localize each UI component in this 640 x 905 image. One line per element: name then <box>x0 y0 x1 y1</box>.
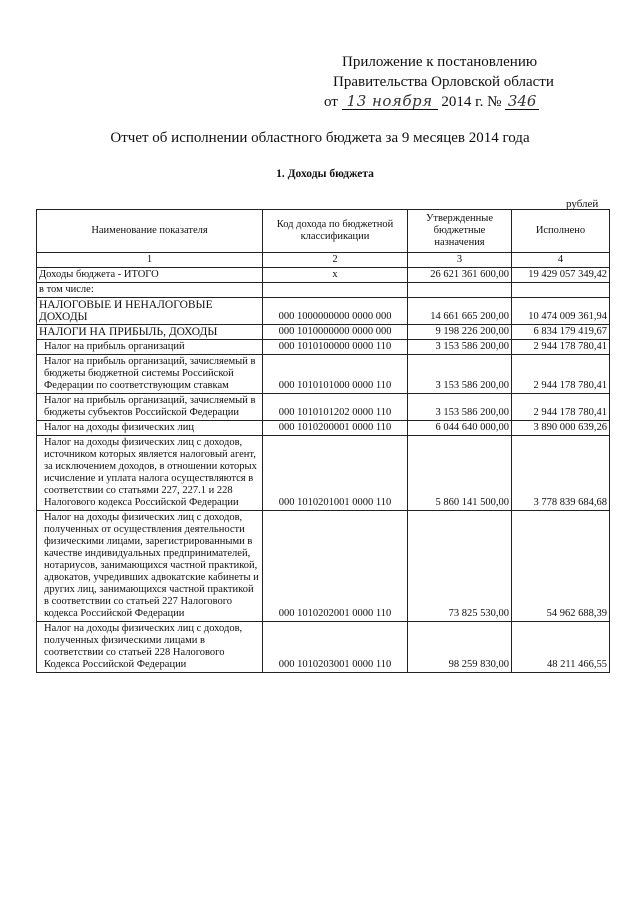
row-executed: 54 962 688,39 <box>512 511 610 622</box>
table-row <box>37 436 610 511</box>
header-line-1: Приложение к постановлению <box>342 54 538 70</box>
column-number: 4 <box>512 253 610 268</box>
row-executed <box>512 283 610 298</box>
row-name: в том числе: <box>37 283 263 298</box>
table-row <box>37 355 610 394</box>
row-code: 000 1010100000 0000 110 <box>263 340 408 355</box>
row-code: 000 1010101202 0000 110 <box>263 394 408 421</box>
row-executed: 6 834 179 419,67 <box>512 325 610 340</box>
row-code: 000 1010201001 0000 110 <box>263 436 408 511</box>
row-approved: 73 825 530,00 <box>408 511 512 622</box>
table-row <box>37 340 610 355</box>
table-row <box>37 394 610 421</box>
row-code: x <box>263 268 408 283</box>
row-code: 000 1010200001 0000 110 <box>263 421 408 436</box>
row-approved: 9 198 226 200,00 <box>408 325 512 340</box>
column-number-row <box>37 253 610 268</box>
row-executed: 3 778 839 684,68 <box>512 436 610 511</box>
row-approved: 3 153 586 200,00 <box>408 394 512 421</box>
row-name: НАЛОГИ НА ПРИБЫЛЬ, ДОХОДЫ <box>37 325 263 340</box>
header-line-2: Правительства Орловской области <box>333 74 554 90</box>
row-code: 000 1010203001 0000 110 <box>263 622 408 673</box>
table-row <box>37 298 610 325</box>
header-date-line <box>324 92 600 112</box>
row-executed: 2 944 178 780,41 <box>512 394 610 421</box>
table-row <box>37 421 610 436</box>
row-name: Налог на доходы физических лиц с доходов, полученных физическими лицами в соответствии со статьей 228 Налогового Кодекса Российской Федерации <box>37 622 263 673</box>
row-approved: 98 259 830,00 <box>408 622 512 673</box>
column-number: 2 <box>263 253 408 268</box>
row-name: Налог на доходы физических лиц с доходов, полученных от осуществления деятельности физическими лицами, зарегистрированными в качестве индивидуальных предпринимателей, нотариусов, занимающихся частной практикой, адвокатов, учредивших адвокатские кабинеты и других лиц, занимающихся частной практикой в соответствии со статьей 227 Налогового кодекса Российской Федерации <box>37 511 263 622</box>
date-prefix: от <box>324 94 338 110</box>
row-name: Налог на прибыль организаций <box>37 340 263 355</box>
table-row <box>37 511 610 622</box>
budget-income-table <box>36 209 610 673</box>
row-executed: 10 474 009 361,94 <box>512 298 610 325</box>
handwritten-number: 346 <box>505 93 539 110</box>
row-executed: 48 211 466,55 <box>512 622 610 673</box>
handwritten-date: 13 ноября <box>342 93 438 110</box>
column-header-name: Наименование показателя <box>37 210 263 253</box>
column-number: 1 <box>37 253 263 268</box>
column-header-approved: Утвержденные бюджетные назначения <box>408 210 512 253</box>
document-header <box>300 52 600 112</box>
row-code: 000 1010101000 0000 110 <box>263 355 408 394</box>
row-approved: 5 860 141 500,00 <box>408 436 512 511</box>
row-name: Доходы бюджета - ИТОГО <box>37 268 263 283</box>
row-approved: 3 153 586 200,00 <box>408 340 512 355</box>
row-name: Налог на доходы физических лиц <box>37 421 263 436</box>
column-header-executed: Исполнено <box>512 210 610 253</box>
row-approved: 26 621 361 600,00 <box>408 268 512 283</box>
row-code <box>263 283 408 298</box>
row-executed: 2 944 178 780,41 <box>512 340 610 355</box>
row-name: Налог на доходы физических лиц с доходов, источником которых является налоговый агент, за исключением доходов, в отношении которых исчисление и уплата налога осуществляются в соответствии со статьями 227, 227.1 и 228 Налогового кодекса Российской Федерации <box>37 436 263 511</box>
row-name: Налог на прибыль организаций, зачисляемый в бюджеты бюджетной системы Российской Федерации по соответствующим ставкам <box>37 355 263 394</box>
document-title: Отчет об исполнении областного бюджета за 9 месяцев 2014 года <box>110 130 530 146</box>
table-row <box>37 622 610 673</box>
row-approved: 3 153 586 200,00 <box>408 355 512 394</box>
row-executed: 2 944 178 780,41 <box>512 355 610 394</box>
row-code: 000 1010202001 0000 110 <box>263 511 408 622</box>
row-code: 000 1000000000 0000 000 <box>263 298 408 325</box>
row-executed: 19 429 057 349,42 <box>512 268 610 283</box>
section-title: 1. Доходы бюджета <box>276 168 374 180</box>
year-text: 2014 г. № <box>441 94 502 110</box>
units-label: рублей <box>566 198 599 210</box>
row-executed: 3 890 000 639,26 <box>512 421 610 436</box>
table-row <box>37 325 610 340</box>
table-row <box>37 268 610 283</box>
row-approved: 14 661 665 200,00 <box>408 298 512 325</box>
row-name: Налог на прибыль организаций, зачисляемый в бюджеты субъектов Российской Федерации <box>37 394 263 421</box>
table-header-row <box>37 210 610 253</box>
row-approved: 6 044 640 000,00 <box>408 421 512 436</box>
row-approved <box>408 283 512 298</box>
row-name: НАЛОГОВЫЕ И НЕНАЛОГОВЫЕ ДОХОДЫ <box>37 298 263 325</box>
row-code: 000 1010000000 0000 000 <box>263 325 408 340</box>
table-row <box>37 283 610 298</box>
column-header-code: Код дохода по бюджетной классификации <box>263 210 408 253</box>
column-number: 3 <box>408 253 512 268</box>
